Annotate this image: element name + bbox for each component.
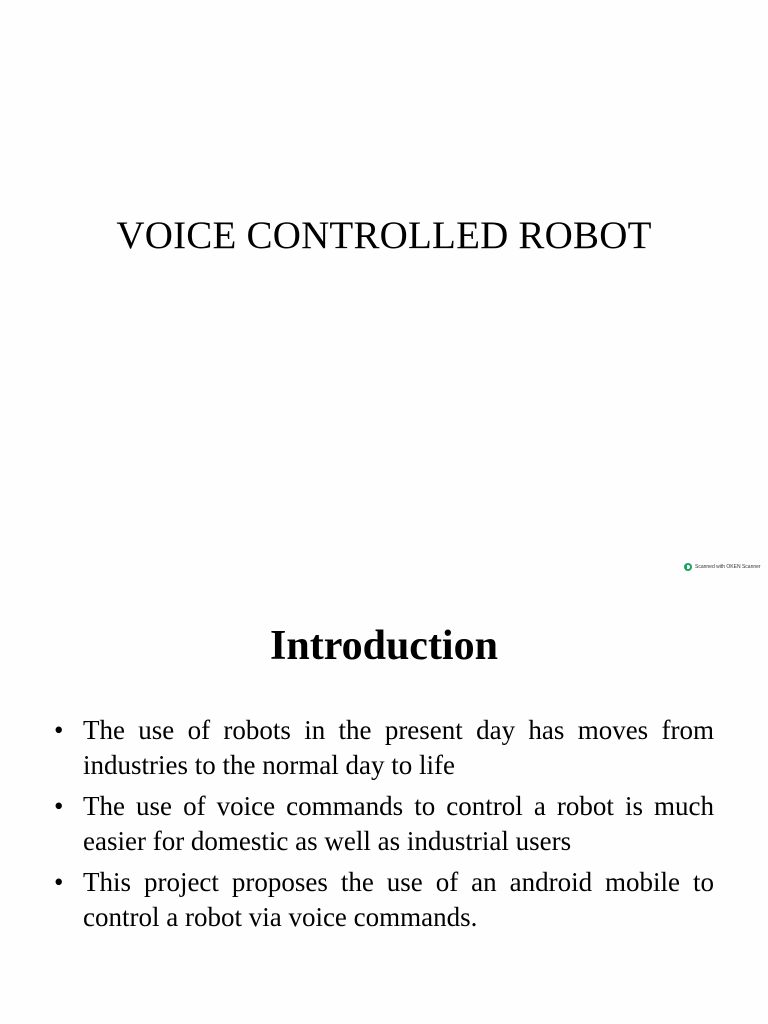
bullet-icon: • [54,715,64,745]
introduction-heading: Introduction [270,623,498,669]
scanner-logo-icon [684,563,692,571]
bullet-text: The use of voice commands to control a robot is much easier for domestic as well as industrial users [83,791,714,856]
bullet-item [54,865,714,935]
bullet-icon: • [54,791,64,821]
scanner-watermark [684,563,761,571]
introduction-slide [0,582,768,1024]
scanner-watermark-text: Scanned with OKEN Scanner [695,564,761,570]
bullet-text: This project proposes the use of an android mobile to control a robot via voice commands. [83,867,714,932]
slide-title: VOICE CONTROLLED ROBOT [116,214,652,257]
bullet-list [54,713,714,941]
bullet-text: The use of robots in the present day has moves from industries to the normal day to life [83,715,714,780]
bullet-icon: • [54,867,64,897]
bullet-item [54,789,714,859]
bullet-item [54,713,714,783]
